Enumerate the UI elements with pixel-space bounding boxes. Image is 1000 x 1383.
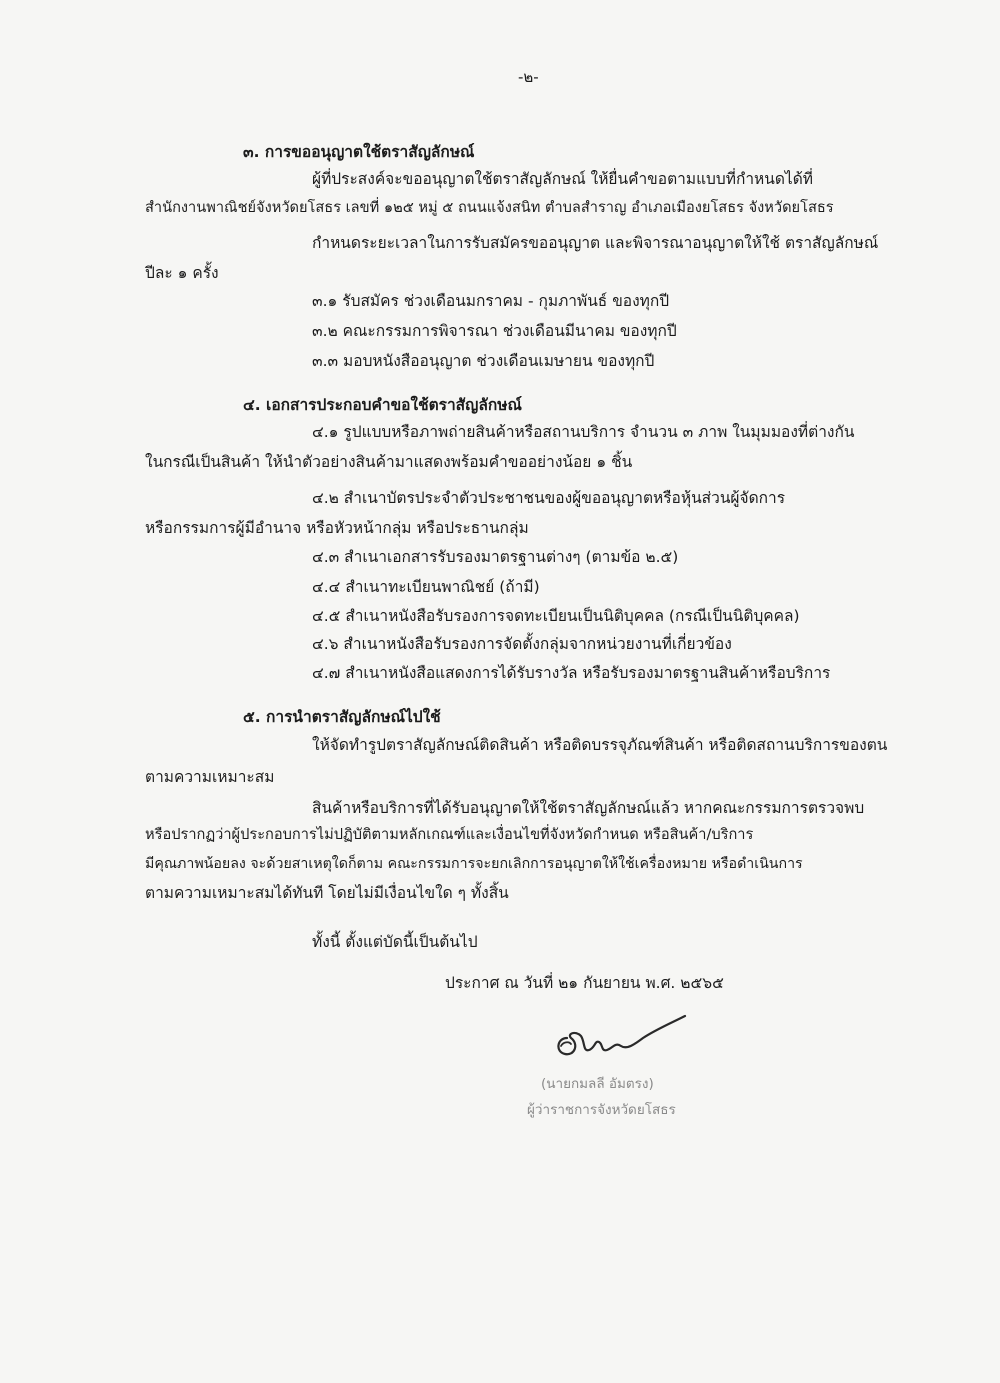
section-4-item-3: ๔.๓ สำเนาเอกสารรับรองมาตรฐานต่างๆ (ตามข้อ ๒.๕) — [312, 548, 679, 566]
section-3-paragraph-1-line-1: ผู้ที่ประสงค์จะขออนุญาตใช้ตราสัญลักษณ์ ให้ยื่นคำขอตามแบบที่กำหนดได้ที่ — [312, 170, 813, 188]
section-4-item-2-line-1: ๔.๒ สำเนาบัตรประจำตัวประชาชนของผู้ขออนุญาตหรือหุ้นส่วนผู้จัดการ — [312, 489, 786, 507]
section-5-heading: ๕. การนำตราสัญลักษณ์ไปใช้ — [243, 708, 441, 726]
section-4-item-4: ๔.๔ สำเนาทะเบียนพาณิชย์ (ถ้ามี) — [312, 578, 540, 596]
section-3-paragraph-2-line-1: กำหนดระยะเวลาในการรับสมัครขออนุญาต และพิจารณาอนุญาตให้ใช้ ตราสัญลักษณ์ — [312, 234, 879, 252]
page-number: -๒- — [518, 68, 539, 86]
announcement-date: ประกาศ ณ วันที่ ๒๑ กันยายน พ.ศ. ๒๕๖๕ — [445, 974, 724, 992]
section-5-paragraph-1-line-1: ให้จัดทำรูปตราสัญลักษณ์ติดสินค้า หรือติดบรรจุภัณฑ์สินค้า หรือติดสถานบริการของตน — [312, 736, 888, 754]
section-3-item-1: ๓.๑ รับสมัคร ช่วงเดือนมกราคม - กุมภาพันธ์ ของทุกปี — [312, 292, 670, 310]
section-5-paragraph-2-line-4: ตามความเหมาะสมได้ทันที โดยไม่มีเงื่อนไขใด ๆ ทั้งสิ้น — [145, 884, 509, 902]
section-4-item-1-line-1: ๔.๑ รูปแบบหรือภาพถ่ายสินค้าหรือสถานบริการ จำนวน ๓ ภาพ ในมุมมองที่ต่างกัน — [312, 423, 855, 441]
section-4-item-7: ๔.๗ สำเนาหนังสือแสดงการได้รับรางวัล หรือรับรองมาตรฐานสินค้าหรือบริการ — [312, 664, 831, 682]
section-4-item-5: ๔.๕ สำเนาหนังสือรับรองการจดทะเบียนเป็นนิติบุคคล (กรณีเป็นนิติบุคคล) — [312, 607, 800, 625]
section-4-item-6: ๔.๖ สำเนาหนังสือรับรองการจัดตั้งกลุ่มจากหน่วยงานที่เกี่ยวข้อง — [312, 635, 732, 653]
section-3-item-2: ๓.๒ คณะกรรมการพิจารณา ช่วงเดือนมีนาคม ของทุกปี — [312, 322, 677, 340]
section-5-paragraph-2-line-2: หรือปรากฏว่าผู้ประกอบการไม่ปฏิบัติตามหลักเกณฑ์และเงื่อนไขที่จังหวัดกำหนด หรือสินค้า/บริการ — [145, 826, 754, 843]
section-3-paragraph-1-line-2: สำนักงานพาณิชย์จังหวัดยโสธร เลขที่ ๑๒๕ หมู่ ๕ ถนนแจ้งสนิท ตำบลสำราญ อำเภอเมืองยโสธร จังหวัดยโสธร — [145, 199, 834, 216]
handwritten-signature — [545, 1008, 705, 1068]
section-3-paragraph-2-line-2: ปีละ ๑ ครั้ง — [145, 264, 219, 282]
signatory-position: ผู้ว่าราชการจังหวัดยโสธร — [527, 1102, 676, 1118]
section-5-paragraph-2-line-1: สินค้าหรือบริการที่ได้รับอนุญาตให้ใช้ตราสัญลักษณ์แล้ว หากคณะกรรมการตรวจพบ — [312, 799, 865, 817]
signatory-name: (นายกมลลี อัมตรง) — [541, 1076, 654, 1092]
section-4-item-2-line-2: หรือกรรมการผู้มีอำนาจ หรือหัวหน้ากลุ่ม หรือประธานกลุ่ม — [145, 519, 529, 537]
section-5-paragraph-1-line-2: ตามความเหมาะสม — [145, 768, 275, 786]
section-4-heading: ๔. เอกสารประกอบคำขอใช้ตราสัญลักษณ์ — [243, 396, 522, 414]
section-4-item-1-line-2: ในกรณีเป็นสินค้า ให้นำตัวอย่างสินค้ามาแสดงพร้อมคำขออย่างน้อย ๑ ชิ้น — [145, 453, 633, 471]
section-5-paragraph-2-line-3: มีคุณภาพน้อยลง จะด้วยสาเหตุใดก็ตาม คณะกรรมการจะยกเลิกการอนุญาตให้ใช้เครื่องหมาย หรือดำเนินการ — [145, 856, 803, 872]
closing-statement: ทั้งนี้ ตั้งแต่บัดนี้เป็นต้นไป — [312, 933, 478, 951]
section-3-heading: ๓. การขออนุญาตใช้ตราสัญลักษณ์ — [243, 143, 475, 161]
section-3-item-3: ๓.๓ มอบหนังสืออนุญาต ช่วงเดือนเมษายน ของทุกปี — [312, 352, 655, 370]
